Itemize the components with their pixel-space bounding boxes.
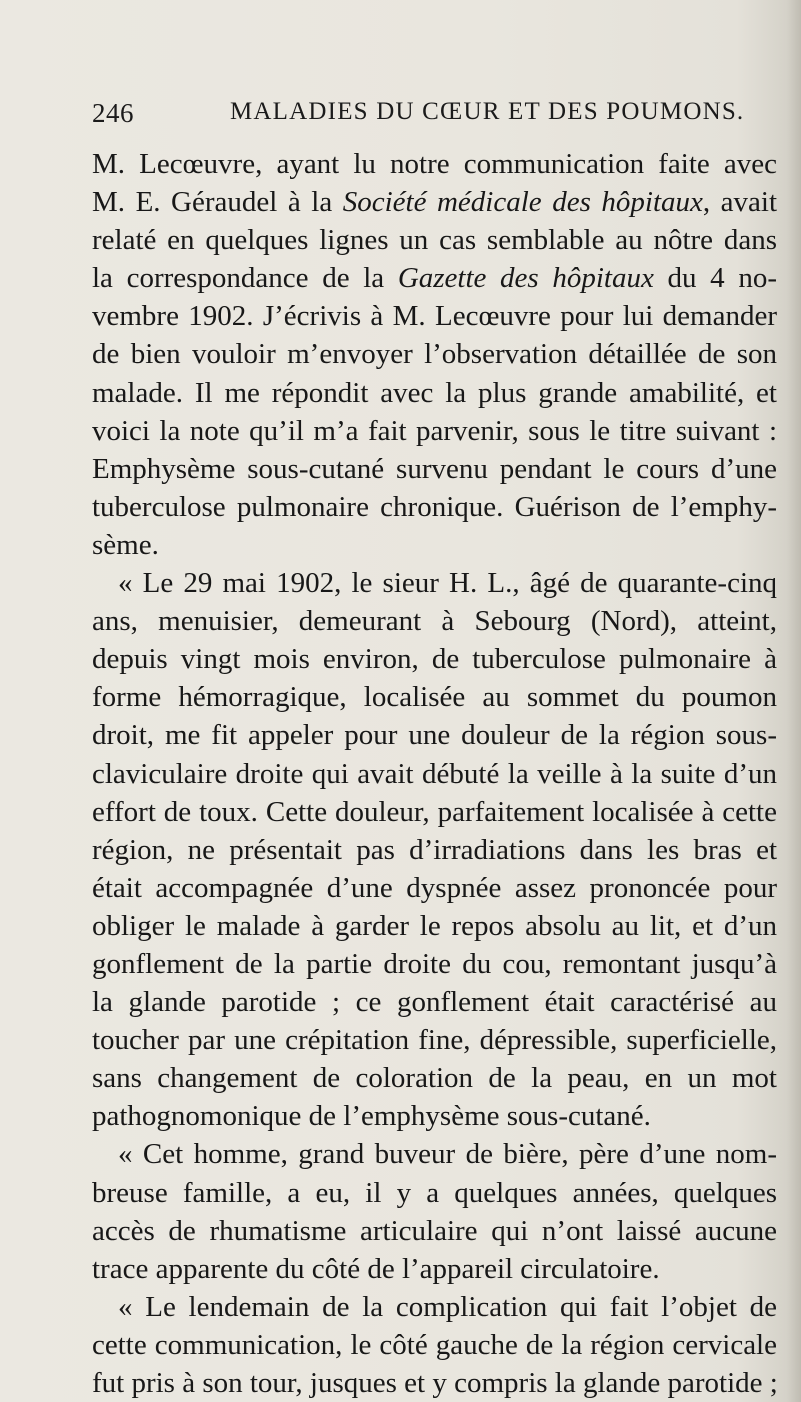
text-run: cette communication, le côté gauche de la région cervicale [92, 1328, 777, 1361]
italic-title: Société médicale des hôpitaux [342, 186, 703, 219]
text-run: du 4 no- [653, 262, 777, 295]
text-line [92, 983, 777, 1021]
text-line [92, 488, 777, 526]
page-edge-shadow [787, 0, 801, 1402]
text-run: « Le lendemain de la complication qui fait l’objet de [118, 1290, 777, 1323]
text-line [92, 1288, 777, 1326]
text-run: « Cet homme, grand buveur de bière, père d’une nom- [118, 1138, 777, 1171]
text-run: tuberculose pulmonaire chronique. Guérison de l’emphy- [92, 490, 777, 523]
text-line [92, 374, 777, 412]
text-run: forme hémorragique, localisée au sommet du poumon [92, 681, 777, 714]
text-run: trace apparente du côté de l’appareil circulatoire. [92, 1252, 660, 1285]
text-run: de bien vouloir m’envoyer l’observation détaillée de son [92, 338, 777, 371]
text-line [92, 1364, 777, 1402]
text-line [92, 945, 777, 983]
text-line [92, 716, 777, 754]
text-run: « Le 29 mai 1902, le sieur H. L., âgé de quarante-cinq [118, 567, 777, 600]
text-line [92, 1135, 777, 1173]
text-run: , avait [702, 186, 778, 219]
running-title: MALADIES DU CŒUR ET DES POUMONS. [230, 98, 745, 125]
text-line [92, 259, 777, 297]
text-line [92, 1174, 777, 1212]
text-run: effort de toux. Cette douleur, parfaitement localisée à cette [92, 795, 777, 828]
text-run: relaté en quelques lignes un cas semblable au nôtre dans [92, 224, 777, 257]
text-run: voici la note qu’il m’a fait parvenir, sous le titre suivant : [92, 414, 777, 447]
text-line [92, 1059, 777, 1097]
text-run: vembre 1902. J’écrivis à M. Lecœuvre pour lui demander [92, 300, 777, 333]
text-line [92, 1021, 777, 1059]
page-header [92, 98, 745, 138]
text-run: claviculaire droite qui avait débuté la veille à la suite d’un [92, 757, 777, 790]
text-run: gonflement de la partie droite du cou, remontant jusqu’à [92, 947, 777, 980]
text-run: sans changement de coloration de la peau, en un mot [92, 1062, 777, 1095]
body-text [92, 145, 777, 1402]
text-run: malade. Il me répondit avec la plus grande amabilité, et [92, 376, 777, 409]
text-line [92, 1326, 777, 1364]
text-line [92, 297, 777, 335]
text-run: breuse famille, a eu, il y a quelques années, quelques [92, 1176, 777, 1209]
text-run: fut pris à son tour, jusques et y compris la glande parotide ; [92, 1367, 778, 1399]
text-run: M. Lecœuvre, ayant lu notre communication faite avec [92, 148, 777, 180]
text-run: sème. [92, 528, 159, 561]
text-line [92, 907, 777, 945]
text-line [92, 755, 777, 793]
text-line [92, 602, 777, 640]
text-run: M. E. Géraudel à la [92, 186, 343, 219]
text-line [92, 221, 777, 259]
text-run: obliger le malade à garder le repos absolu au lit, et d’un [92, 909, 777, 942]
text-run: ans, menuisier, demeurant à Sebourg (Nord), atteint, [92, 605, 777, 638]
text-line [92, 412, 777, 450]
text-run: la glande parotide ; ce gonflement était caractérisé au [92, 986, 777, 1019]
text-line [92, 678, 777, 716]
text-run: la correspondance de la [92, 262, 398, 295]
italic-title: Gazette des hôpitaux [397, 262, 654, 295]
text-line [92, 335, 777, 373]
page-number: 246 [92, 98, 134, 128]
text-line [92, 869, 777, 907]
text-run: était accompagnée d’une dyspnée assez prononcée pour [92, 871, 777, 904]
text-run: pathognomonique de l’emphysème sous-cutané. [92, 1100, 651, 1133]
text-line [92, 1250, 777, 1288]
text-line [92, 1212, 777, 1250]
text-run: région, ne présentait pas d’irradiations dans les bras et [92, 833, 777, 866]
text-run: accès de rhumatisme articulaire qui n’ont laissé aucune [92, 1214, 777, 1247]
text-line [92, 526, 777, 564]
text-run: toucher par une crépitation fine, dépressible, superficielle, [92, 1024, 777, 1057]
text-line [92, 793, 777, 831]
text-line [92, 183, 777, 221]
text-run: droit, me fit appeler pour une douleur de la région sous- [92, 719, 777, 752]
text-line [92, 640, 777, 678]
text-line [92, 450, 777, 488]
text-run: Emphysème sous-cutané survenu pendant le cours d’une [92, 452, 777, 485]
text-line [92, 564, 777, 602]
text-run: depuis vingt mois environ, de tuberculose pulmonaire à [92, 643, 777, 676]
text-line [92, 1097, 777, 1135]
text-line [92, 145, 777, 183]
text-line [92, 831, 777, 869]
